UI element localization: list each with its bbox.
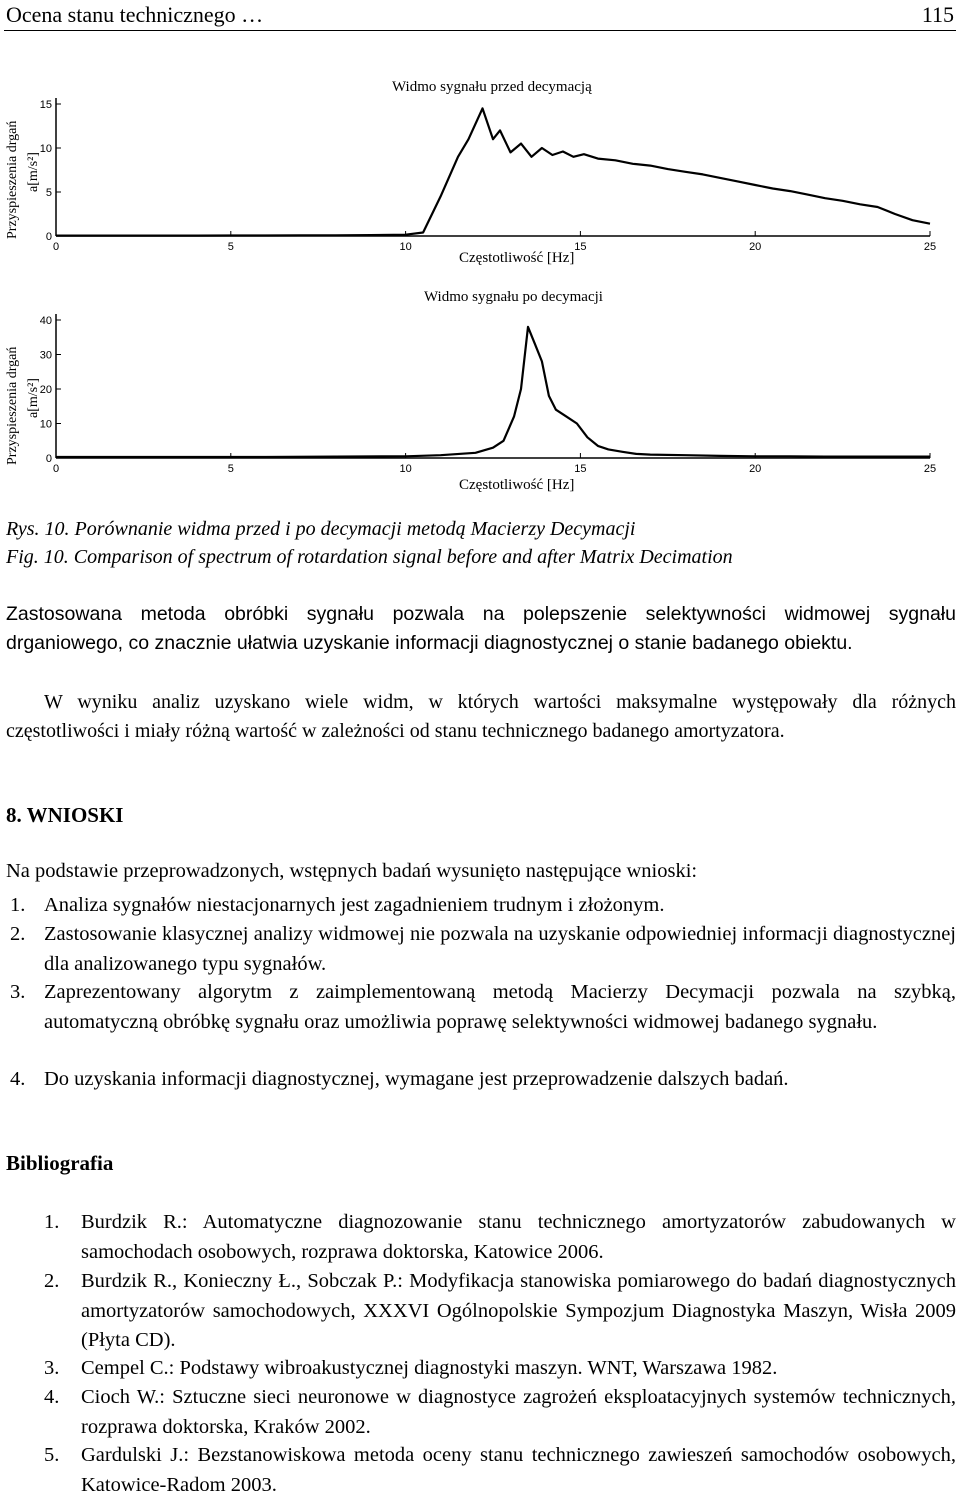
x-tick-label: 0	[52, 241, 60, 253]
series-line	[56, 327, 930, 457]
chart2-xlabel: Częstotliwość [Hz]	[459, 477, 575, 493]
body-paragraph-2: W wyniku analiz uzyskano wiele widm, w których wartości maksymalne występowały dla różnych częstotliwości i miały różną wartość w zależności od stanu technicznego badanego amortyzatora.	[6, 691, 956, 742]
x-tick-label: 5	[227, 241, 234, 253]
x-tick-label: 15	[574, 241, 587, 253]
conclusion-text: Zaprezentowany algorytm z zaimplementowaną metodą Macierzy Decymacji pozwala na szybką, automatyczną obróbkę sygnału oraz umożliwia poprawę selektywności widmowej badanego sygnału.	[44, 981, 956, 1033]
x-tick-label: 25	[923, 463, 937, 475]
bibliography-number: 5.	[44, 1444, 60, 1466]
x-tick-label: 20	[749, 463, 762, 475]
conclusion-number: 1.	[10, 894, 26, 916]
chart1-xlabel: Częstotliwość [Hz]	[459, 250, 575, 266]
bibliography-text: Burdzik R., Konieczny Ł., Sobczak P.: Modyfikacja stanowiska pomiarowego do badań diagnostycznych amortyzatorów samochodowych, XXXVI Ogólnopolskie Sympozjum Diagnostyka Maszyn, Wisła 2009 (Płyta CD).	[81, 1270, 956, 1351]
bibliography-text: Burdzik R.: Automatyczne diagnozowanie stanu technicznego amortyzatorów zabudowanych w samochodach osobowych, rozprawa doktorska, Katowice 2006.	[81, 1211, 956, 1263]
chart2-ylabel-line2: a[m/s²]	[26, 378, 41, 418]
page-number: 115	[921, 2, 954, 27]
body-paragraph-1: Zastosowana metoda obróbki sygnału pozwala na polepszenie selektywności widmowej sygnału drganiowego, co znacznie ułatwia uzyskanie informacji diagnostycznej o stanie badanego obiektu.	[6, 603, 956, 654]
x-tick-label: 10	[399, 463, 412, 475]
running-header-title: Ocena stanu technicznego …	[6, 2, 264, 27]
chart2-title: Widmo sygnału po decymacji	[424, 289, 603, 305]
x-tick-label: 5	[227, 463, 234, 475]
figure-caption-en: Fig. 10. Comparison of spectrum of rotardation signal before and after Matrix Decimation	[6, 546, 733, 568]
x-tick-label: 15	[574, 463, 587, 475]
bibliography-text: Gardulski J.: Bezstanowiskowa metoda oceny stanu technicznego zawieszeń samochodów osobowych, Katowice-Radom 2003.	[81, 1444, 956, 1496]
y-tick-label: 10	[39, 418, 52, 431]
bibliography-number: 1.	[44, 1211, 60, 1233]
y-tick-label: 40	[39, 315, 52, 327]
chart1-ylabel-line2: a[m/s²]	[26, 152, 41, 192]
bibliography-text: Cioch W.: Sztuczne sieci neuronowe w diagnostyce zagrożeń eksploatacyjnych systemów technicznych, rozprawa doktorska, Kraków 2002.	[81, 1386, 956, 1438]
chart2-plot	[36, 310, 942, 480]
conclusion-number: 3.	[10, 981, 26, 1003]
figure-caption-pl: Rys. 10. Porównanie widma przed i po decymacji metodą Macierzy Decymacji	[6, 518, 636, 540]
x-tick-label: 0	[52, 463, 60, 475]
chart1-plot	[36, 90, 942, 260]
y-tick-label: 0	[45, 231, 52, 243]
conclusion-text: Do uzyskania informacji diagnostycznej, wymagane jest przeprowadzenie dalszych badań.	[44, 1068, 789, 1090]
section-heading-bibliography: Bibliografia	[6, 1151, 114, 1175]
bibliography-number: 4.	[44, 1386, 60, 1408]
x-tick-label: 20	[749, 241, 762, 253]
y-tick-label: 10	[39, 143, 52, 155]
chart2-ylabel-line1: Przyspieszenia drgań	[5, 346, 20, 465]
y-tick-label: 5	[45, 187, 52, 199]
chart1-title: Widmo sygnału przed decymacją	[392, 79, 592, 95]
bibliography-number: 3.	[44, 1357, 60, 1379]
section-heading-conclusions: 8. WNIOSKI	[6, 803, 124, 827]
conclusion-text: Analiza sygnałów niestacjonarnych jest zagadnieniem trudnym i złożonym.	[44, 894, 665, 916]
conclusions-lead: Na podstawie przeprowadzonych, wstępnych badań wysunięto następujące wnioski:	[6, 860, 698, 882]
y-tick-label: 30	[39, 349, 52, 362]
chart1-ylabel-line1: Przyspieszenia drgań	[5, 120, 20, 239]
y-tick-label: 15	[39, 99, 52, 111]
x-tick-label: 25	[923, 241, 937, 253]
conclusion-number: 2.	[10, 923, 26, 945]
x-tick-label: 10	[399, 241, 412, 253]
header-divider	[4, 30, 956, 31]
y-tick-label: 0	[45, 453, 52, 465]
conclusion-text: Zastosowanie klasycznej analizy widmowej nie pozwala na uzyskanie odpowiedniej informacji diagnostycznej dla analizowanego typu sygnałów.	[44, 923, 956, 975]
y-tick-label: 20	[39, 384, 52, 396]
bibliography-text: Cempel C.: Podstawy wibroakustycznej diagnostyki maszyn. WNT, Warszawa 1982.	[81, 1357, 778, 1379]
bibliography-number: 2.	[44, 1270, 60, 1292]
conclusion-number: 4.	[10, 1068, 26, 1090]
series-line	[56, 108, 930, 235]
